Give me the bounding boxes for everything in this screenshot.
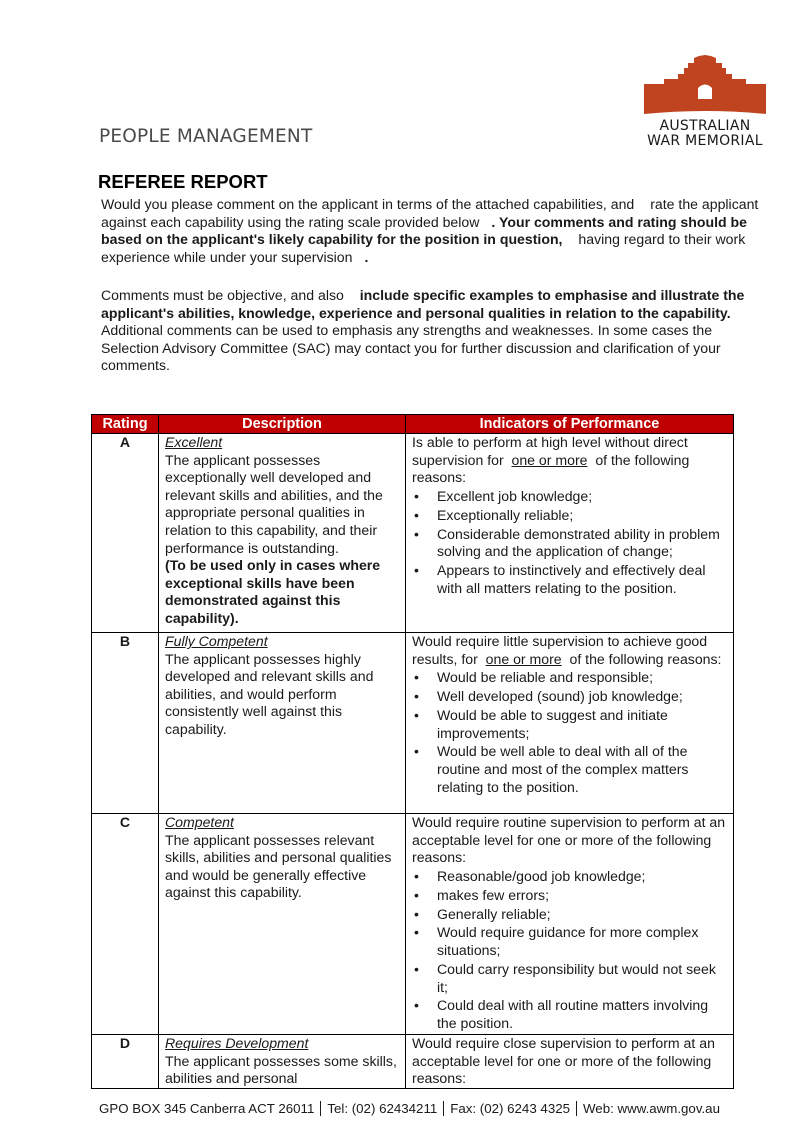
list-item: • Would require guidance for more complex situations; — [412, 924, 727, 959]
list-item: • Would be reliable and responsible; — [412, 669, 727, 687]
footer-web: Web: www.awm.gov.au — [583, 1101, 720, 1116]
rating-title: Fully Competent — [165, 633, 268, 649]
divider — [443, 1101, 444, 1116]
indicator-intro: Would require close supervision to perform at an acceptable level for one or more of the following reasons: — [412, 1034, 715, 1087]
footer-contact — [99, 1101, 720, 1116]
rating-title: Competent — [165, 814, 234, 830]
intro-text: . — [364, 248, 369, 265]
list-item: • Exceptionally reliable; — [412, 507, 727, 525]
column-header-indicators: Indicators of Performance — [406, 415, 734, 434]
rating-letter: C — [92, 814, 159, 1035]
intro-paragraph-2 — [101, 287, 766, 375]
table-row — [92, 633, 734, 814]
list-item: • Would be able to suggest and initiate improvements; — [412, 707, 727, 742]
rating-description — [159, 1034, 406, 1088]
description-text: The applicant possesses highly developed and relevant skills and abilities, and would perform consistently well against this capability. — [165, 650, 374, 737]
indicator-text: Is able to perform at high level without direct supervision for — [412, 434, 688, 468]
performance-indicators — [406, 434, 734, 633]
list-item: • Generally reliable; — [412, 906, 727, 924]
intro-emphasis: include specific examples to emphasise and illustrate the applicant's abilities, knowledge, experience and personal qualities in relation to the capability. — [101, 287, 745, 321]
list-item: • Appears to instinctively and effectively deal with all matters relating to the position. — [412, 562, 727, 597]
indicator-text: Would require little supervision to achieve good results, for — [412, 633, 708, 667]
table-row — [92, 1034, 734, 1088]
indicator-emphasis: one or more — [511, 451, 588, 468]
indicator-intro — [412, 633, 727, 668]
rating-description — [159, 434, 406, 633]
rating-letter: B — [92, 633, 159, 814]
table-header-row — [92, 415, 734, 434]
table-row — [92, 814, 734, 1035]
reasons-list — [412, 488, 727, 597]
list-item: • Could deal with all routine matters involving the position. — [412, 997, 727, 1032]
report-title: REFEREE REPORT — [98, 171, 268, 192]
performance-indicators — [406, 814, 734, 1035]
description-text: The applicant possesses exceptionally well developed and relevant skills and abilities, and the appropriate personal qualities in relation to this capability, and their performance is outstanding. — [165, 451, 383, 556]
intro-text: . Your comments and rating should be based on the applicant's likely capability for the position in question, — [101, 213, 747, 248]
logo-text-line2: WAR MEMORIAL — [647, 133, 763, 149]
indicator-intro: Would require routine supervision to perform at an acceptable level for one or more of the following reasons: — [412, 814, 726, 866]
footer-address: GPO BOX 345 Canberra ACT 26011 — [99, 1101, 315, 1116]
indicator-text: of the following reasons: — [569, 650, 722, 667]
intro-text: Would you please comment on the applicant in terms of the attached capabilities, and — [101, 196, 635, 212]
list-item: • Could carry responsibility but would not seek it; — [412, 961, 727, 996]
reasons-list — [412, 868, 727, 1033]
list-item: • Well developed (sound) job knowledge; — [412, 688, 727, 706]
list-item: • makes few errors; — [412, 887, 727, 905]
indicator-text: of the following reasons: — [412, 451, 690, 486]
rating-letter: A — [92, 434, 159, 633]
section-title: PEOPLE MANAGEMENT — [99, 126, 313, 147]
rating-description — [159, 633, 406, 814]
column-header-rating: Rating — [92, 415, 159, 434]
rating-title: Requires Development — [165, 1034, 309, 1051]
indicator-emphasis: one or more — [485, 650, 562, 667]
performance-indicators — [406, 1034, 734, 1088]
list-item: • Considerable demonstrated ability in problem solving and the application of change; — [412, 526, 727, 561]
description-text: The applicant possesses some skills, abilities and personal — [165, 1052, 397, 1087]
performance-indicators — [406, 633, 734, 814]
footer-fax: Fax: (02) 6243 4325 — [450, 1101, 570, 1116]
reasons-list — [412, 669, 727, 796]
intro-paragraph-1 — [101, 196, 766, 266]
divider — [320, 1101, 321, 1116]
awm-logo — [640, 48, 770, 149]
rating-letter: D — [92, 1034, 159, 1088]
memorial-building-icon — [642, 48, 768, 116]
rating-description — [159, 814, 406, 1035]
list-item: • Reasonable/good job knowledge; — [412, 868, 727, 886]
intro-text: Additional comments can be used to emphasis any strengths and weaknesses. In some cases the Selection Advisory Committee (SAC) may contact you for further discussion and clarification of your comments. — [101, 322, 721, 374]
divider — [576, 1101, 577, 1116]
table-row — [92, 434, 734, 633]
intro-text: having regard to their work experience while under your supervision — [101, 231, 746, 265]
list-item: • Would be well able to deal with all of the routine and most of the complex matters relating to the position. — [412, 743, 727, 796]
rating-scale-table — [91, 414, 734, 1089]
rating-title: Excellent — [165, 434, 223, 450]
logo-text-line1: AUSTRALIAN — [659, 118, 751, 134]
description-note: (To be used only in cases where exceptional skills have been demonstrated against this capability). — [165, 557, 381, 626]
column-header-description: Description — [159, 415, 406, 434]
intro-text: Comments must be objective, and also — [101, 287, 344, 303]
intro-text: rate the applicant against each capability using the rating scale provided below — [101, 196, 759, 230]
indicator-intro — [412, 434, 727, 487]
footer-tel: Tel: (02) 62434211 — [327, 1101, 438, 1116]
description-text: The applicant possesses relevant skills, abilities and personal qualities and would be generally effective against this capability. — [165, 831, 392, 901]
list-item: • Excellent job knowledge; — [412, 488, 727, 506]
